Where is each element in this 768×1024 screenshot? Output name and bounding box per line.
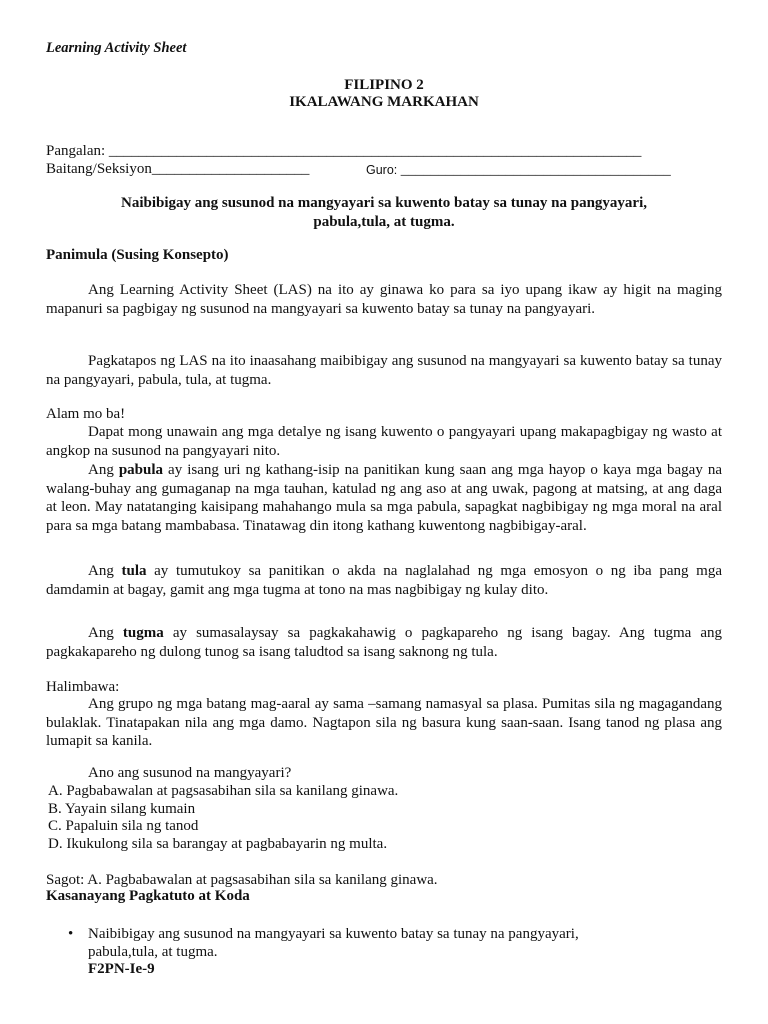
competency-bullet-text: [88, 926, 708, 979]
example-story: [46, 695, 722, 751]
competency-line-2: pabula,tula, at tugma.: [88, 943, 218, 960]
alam-paragraph-text: Dapat mong unawain ang mga detalye ng isang kuwento o pangyayari upang makapagbigay ng wasto at angkop na susunod na pangyayari nito.: [46, 424, 722, 459]
subject-title: FILIPINO 2: [344, 77, 424, 93]
tugma-keyword: tugma: [122, 625, 164, 641]
choice-d: D. Ikukulong sila sa barangay at pagbabayarin ng multa.: [48, 835, 388, 852]
teacher-blank-line: ____________________________________: [400, 162, 671, 178]
pabula-paragraph: [46, 461, 722, 535]
pabula-pre: Ang: [88, 462, 119, 478]
intro-paragraph-2-text: Pagkatapos ng LAS na ito inaasahang maibibigay ang susunod na mangyayari sa kuwento batay sa tunay na pangyayari, pabula, tula, at tugma.: [46, 353, 722, 388]
intro-paragraph-1-text: Ang Learning Activity Sheet (LAS) na ito ay ginawa ko para sa iyo upang ikaw ay higit na maging mapanuri sa pagbigay ng susunod na mangyayari sa kuwento batay sa tunay na pangyayari.: [46, 282, 722, 317]
competency-heading: Kasanayang Pagkatuto at Koda: [46, 888, 250, 904]
objective: [60, 194, 708, 232]
quarter-title: IKALAWANG MARKAHAN: [289, 94, 479, 110]
intro-heading: Panimula (Susing Konsepto): [46, 247, 229, 263]
example-heading: Halimbawa:: [46, 679, 120, 695]
objective-line-2: pabula,tula, at tugma.: [313, 214, 455, 230]
choice-c: C. Papaluin sila ng tanod: [48, 818, 199, 834]
name-label: Pangalan:: [46, 143, 109, 159]
example-question: Ano ang susunod na mangyayari?: [88, 765, 292, 781]
choice-b: B. Yayain silang kumain: [48, 800, 196, 817]
tugma-text: ay sumasalaysay sa pagkakahawig o pagkapareho ng isang bagay. Ang tugma ang pagkakapareho ng dulong tunog sa isang taludtod sa isang saknong ng tula.: [46, 625, 722, 660]
competency-code: F2PN-Ie-9: [88, 961, 155, 977]
teacher-field: [366, 162, 671, 179]
tula-keyword: tula: [121, 563, 147, 579]
sheet-header-label: Learning Activity Sheet: [46, 40, 187, 56]
grade-section-label: Baitang/Seksiyon: [46, 161, 152, 177]
alam-paragraph: [46, 423, 722, 460]
pabula-text: ay isang uri ng kathang-isip na panitikan kung saan ang mga hayop o kaya mga bagay na walang-buhay ang gumaganap na mga tauhan, katulad ng ang aso at ang uwak, pagong at matsing, at ang daga at leon. May natatanging kaisipang mahahango mula sa mga pabula, sapagkat nagbibigay ng mga moral na aral para sa mga batang mambabasa. Tinatawag din itong kathang kuwentong nagbibigay-aral.: [46, 462, 722, 534]
bullet-icon: •: [68, 926, 74, 942]
grade-section-field: [46, 161, 309, 178]
competency-line-1: Naibibigay ang susunod na mangyayari sa kuwento batay sa tunay na pangyayari,: [88, 926, 579, 942]
tula-paragraph: [46, 562, 722, 599]
alam-heading: Alam mo ba!: [46, 406, 126, 422]
answer-line: Sagot: A. Pagbabawalan at pagsasabihan sila sa kanilang ginawa.: [46, 872, 438, 888]
name-blank-line: _______________________________________________________________________: [108, 143, 642, 159]
pabula-keyword: pabula: [118, 462, 164, 478]
choice-a: A. Pagbabawalan at pagsasabihan sila sa kanilang ginawa.: [48, 783, 399, 799]
grade-section-blank-line: _____________________: [151, 161, 310, 177]
tugma-pre: Ang: [88, 625, 123, 641]
name-field: [46, 143, 641, 160]
choices-list: [48, 783, 398, 853]
tula-text: ay tumutukoy sa panitikan o akda na naglalahad ng mga emosyon o ng iba pang mga damdamin at bagay, gamit ang mga tugma at tono na mas nagbibigay ng kulay dito.: [46, 563, 722, 598]
tula-pre: Ang: [88, 563, 122, 579]
example-story-text: Ang grupo ng mga batang mag-aaral ay sama –samang namasyal sa plasa. Pumitas sila ng magagandang bulaklak. Tinatapakan nila ang mga damo. Nagtapon sila ng basura kung saan-saan. Isang tanod ng plasa ang lumapit sa kanila.: [46, 696, 722, 749]
intro-paragraph-2: [46, 352, 722, 389]
teacher-label: Guro:: [366, 163, 401, 177]
intro-paragraph-1: [46, 281, 722, 318]
objective-line-1: Naibibigay ang susunod na mangyayari sa kuwento batay sa tunay na pangyayari,: [121, 195, 647, 211]
tugma-paragraph: [46, 624, 722, 661]
